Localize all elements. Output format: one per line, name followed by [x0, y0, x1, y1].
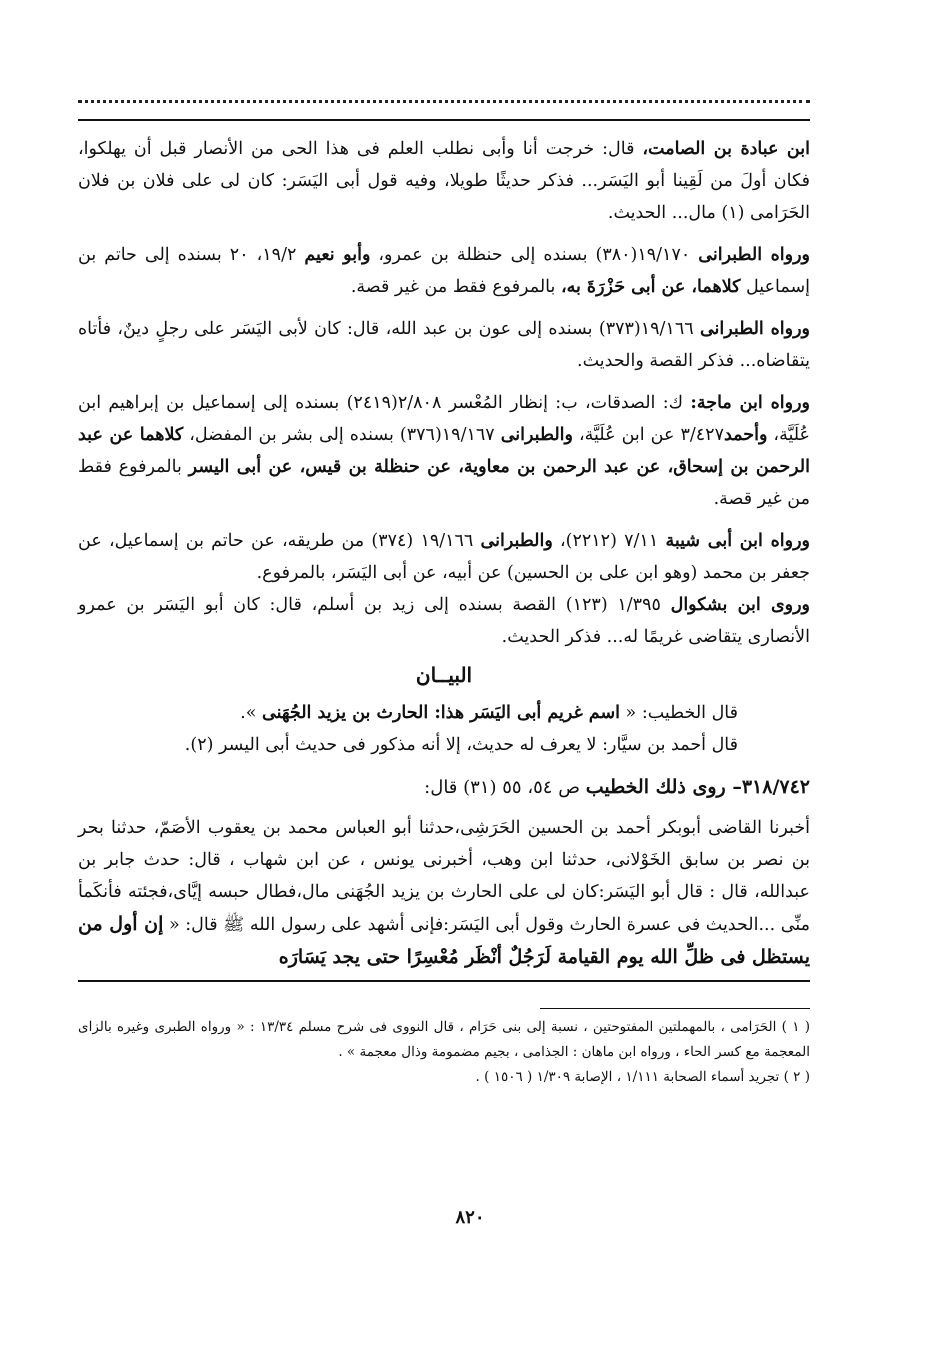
bayan-line-2: قال أحمد بن سيَّار: لا يعرف له حديث، إلا أنه مذكور فى حديث أبى اليسر (٢).: [184, 735, 738, 755]
header-rule: [78, 119, 810, 121]
entry-ref: ص ٥٤، ٥٥ (٣١) قال:: [424, 777, 586, 798]
p3-text: ١٩/١٦٦(٣٧٣) بسنده إلى عون بن عبد الله، قال: كان لأبى اليَسَر على رجلٍ دينٌ، فأتاه يتقاضاه... فذكر القصة والحديث.: [78, 319, 810, 371]
p2-text3: بالمرفوع فقط من غير قصة.: [350, 277, 561, 297]
paragraph-3: [78, 313, 810, 377]
paragraph-4: [78, 387, 810, 515]
narration-hadith: إن أول من يستظل فى ظلِّ الله يوم القيامة لَرَجُلٌ أنْظَر مُعْسِرًا حتى يجد يَسَارَه: [78, 913, 810, 968]
p4-lead2: وأحمد: [723, 425, 768, 445]
footnote-2: ( ٢ ) تجريد أسماء الصحابة ١/١١١ ، الإصابة ١/٣٠٩ ( ١٥٠٦ ) .: [475, 1069, 810, 1085]
section-heading: البيــان: [415, 663, 473, 687]
footnote-1: ( ١ ) الحَرَامى ، بالمهملتين المفتوحتين ، نسبة إلى بنى حَرَام ، قال النووى فى شرح مسلم ١٣/٣٤ : « ورواه الطبرى وغيره بالزاى المعجمة مع كسر الحاء ، ورواه ابن ماهان : الجذامى ، بجيم مضمومة وذال معجمة » .: [78, 1019, 811, 1060]
top-dotted-line: [78, 86, 810, 103]
bayan-line-1-prefix: قال الخطيب: «: [619, 703, 738, 723]
paragraph-1: [78, 133, 810, 229]
entry-number: ٣١٨/٧٤٢–: [732, 776, 810, 798]
page: [78, 86, 810, 1346]
p2-lead3: كلاهما، عن أبى حَزْرَةَ به،: [560, 277, 741, 297]
p6-lead: وروى ابن بشكوال: [670, 595, 810, 615]
paragraph-6: [78, 589, 810, 653]
p5-lead2: والطبرانى: [480, 531, 553, 551]
bayan-line-1-bold: اسم غريم أبى اليَسَر هذا: الحارث بن يزيد الجُهَنى: [262, 703, 620, 723]
p5-lead: ورواه ابن أبى شيبة: [665, 531, 810, 551]
narration-text: أخبرنا القاضى أبوبكر أحمد بن الحسين الحَرَشِى،حدثنا أبو العباس محمد بن يعقوب الأصَمّ، حدثنا بحر بن نصر بن سابق الخَوْلانى، حدثنا ابن وهب، أخبرنى يونس ، عن ابن شهاب ، قال: حدث جابر بن عبدالله، قال : قال أبو اليَسَر:كان لى على الحارث بن يزيد الجُهَنى مال،فطال حبسه إيَّاى،فجئته فأنكَمأ منِّى ...الحديث فى عسرة الحارث وقول أبى اليَسَر:فإنى أشهد على رسول الله ﷺ قال: «: [78, 818, 810, 935]
page-number: ٨٢٠: [455, 1207, 485, 1228]
p4-lead4: كلاهما عن عبد الرحمن بن إسحاق، عن عبد الرحمن بن معاوية، عن حنظلة بن قيس، عن أبى اليسر: [78, 425, 810, 477]
entry-title: روى ذلك الخطيب: [585, 776, 733, 798]
p4-text: ك: الصدقات، ب: إنظار المُعْسر ٢/٨٠٨(٢٤١٩) بسنده إلى إسماعيل بن إبراهيم ابن عُلَيَّة،: [78, 393, 810, 445]
bayan-line-1-suffix: ».: [240, 703, 262, 723]
p2-lead2: وأبو نعيم: [304, 245, 371, 265]
bayan-line-1: [78, 697, 810, 729]
p4-lead3: والطبرانى: [500, 425, 573, 445]
p2-text: ١٩/١٧٠(٣٨٠) بسنده إلى حنظلة بن عمرو،: [370, 245, 699, 265]
p2-text2: ١٩/٢، ٢٠ بسنده إلى حاتم بن إسماعيل: [78, 245, 810, 297]
p4-lead: ورواه ابن ماجة:: [690, 393, 810, 413]
paragraph-5: [78, 525, 810, 589]
paragraph-2: [78, 239, 810, 303]
p4-text3: ١٩/١٦٧(٣٧٦) بسنده إلى بشر بن المفضل،: [183, 425, 501, 445]
p3-lead: ورواه الطبرانى: [699, 319, 810, 339]
p6-text: ١/٣٩٥ (١٢٣) القصة بسنده إلى زيد بن أسلم، قال: كان أبو اليَسَر بن عمرو الأنصارى يتقاضى غريمًا له... فذكر الحديث.: [78, 595, 810, 647]
p5-text2: ١٩/١٦٦ (٣٧٤) من طريقه، عن حاتم بن إسماعيل، عن جعفر بن محمد (وهو ابن على بن الحسين) عن أبيه، عن أبى اليَسَر، بالمرفوع.: [78, 531, 810, 583]
p2-lead: ورواه الطبرانى: [698, 245, 810, 265]
p1-lead: ابن عبادة بن الصامت،: [642, 139, 810, 159]
p1-text: قال: خرجت أنا وأبى نطلب العلم فى هذا الحى من الأنصار قبل أن يهلكوا، فكان أولَ من لَقِينا أبو اليَسَر... فذكر حديثًا طويلا، وفيه قول أبى اليَسَر: كان لى على فلان بن فلان الحَرَامى (١) مال... الحديث.: [78, 139, 810, 223]
p4-text4: بالمرفوع فقط من غير قصة.: [78, 457, 810, 509]
p4-text2: ٣/٤٢٧ عن ابن عُلَيَّة،: [572, 425, 724, 445]
footnote-rule: [540, 1008, 810, 1009]
narration: [78, 812, 810, 982]
p5-text: ٧/١١ (٢٢١٢)،: [552, 531, 666, 551]
entry-line: [78, 771, 810, 804]
